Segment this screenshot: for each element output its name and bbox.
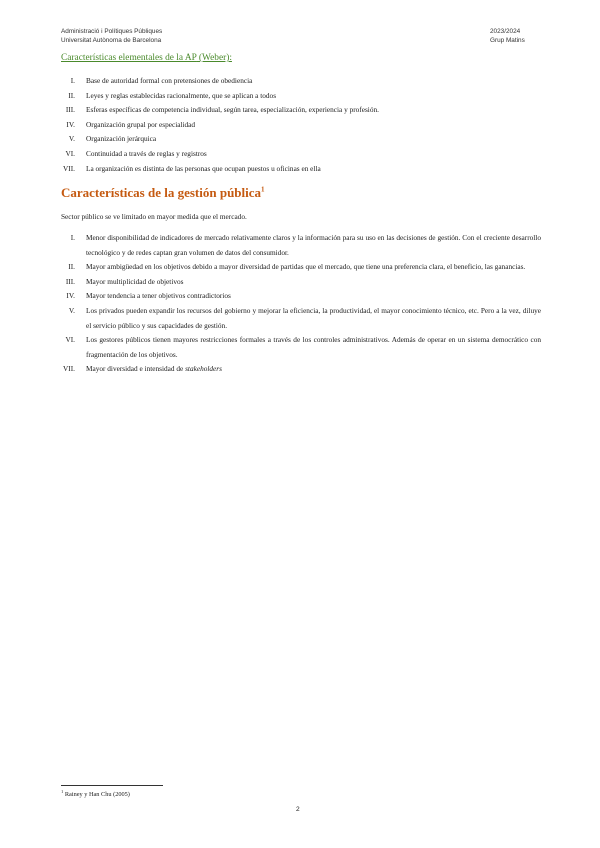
list-item-text: Mayor multiplicidad de objetivos: [86, 276, 184, 286]
list-item: [61, 362, 541, 377]
list-item-number: V.: [68, 305, 75, 315]
page-number: 2: [296, 806, 300, 813]
header-university: Universitat Autònoma de Barcelona: [61, 37, 162, 44]
header-group: Grup Matins: [490, 37, 525, 44]
list-item: [61, 333, 541, 362]
list-item-number: I.: [70, 233, 75, 242]
footnote-reference: 1: [261, 185, 265, 194]
list-item: [61, 260, 541, 275]
list-item-text: La organización es distinta de las personas que ocupan puestos u oficinas en ella: [86, 163, 321, 173]
list-item: [61, 118, 541, 133]
footnote-divider: [61, 785, 163, 786]
section1-list: [61, 74, 541, 176]
list-item-text: Menor disponibilidad de indicadores de mercado relativamente claros y la información para su uso en las decisiones de gestión. Con el creciente desarrollo tecnológico y de redes captan gran volumen de datos del consumidor.: [86, 233, 541, 257]
list-item-number: III.: [65, 105, 75, 115]
list-item-emphasis: stakeholders: [185, 364, 222, 374]
list-item: [61, 231, 541, 260]
list-item-text: Esferas específicas de competencia individual, según tarea, especialización, experiencia y profesión.: [86, 105, 379, 115]
section1-title: Características elementales de la AP: [61, 53, 197, 63]
list-item-text: Organización grupal por especialidad: [86, 119, 196, 129]
header-course: Administració i Polítiques Públiques: [61, 28, 163, 35]
list-item-text: Los privados pueden expandir los recursos del gobierno y mejorar la eficiencia, la productividad, el mayor conocimiento técnico, etc. Pero a la vez, diluye el servicio público y sus capacidades de gestión.: [86, 305, 541, 330]
header-year: 2023/2024: [490, 28, 521, 35]
header-left: [61, 27, 162, 45]
list-item-number: III.: [65, 276, 75, 286]
section2-intro: Sector público se ve limitado en mayor medida que el mercado.: [61, 212, 247, 221]
list-item-text: Los gestores públicos tienen mayores restricciones formales a través de los controles administrativos. Además de operar en un sistema democrático con fragmentación de los objetivos.: [86, 335, 541, 359]
list-item: [61, 74, 541, 89]
list-item-number: VII.: [63, 364, 75, 374]
list-item-number: IV.: [66, 291, 75, 301]
list-item-text: Base de autoridad formal con pretensiones de obediencia: [86, 76, 253, 85]
list-item: [61, 289, 541, 304]
list-item-number: II.: [68, 90, 75, 100]
list-item: [61, 162, 541, 177]
list-item: [61, 147, 541, 162]
list-item-number: IV.: [66, 119, 75, 129]
list-item-text: Mayor diversidad e intensidad de: [86, 364, 186, 374]
section2-heading: [61, 185, 265, 201]
list-item-text: Organización jerárquica: [86, 134, 157, 144]
section1-heading: [61, 53, 232, 63]
list-item-number: V.: [68, 134, 75, 144]
section1-title-suffix: (Weber):: [196, 53, 232, 63]
section2-title: Características de la gestión pública: [61, 185, 262, 200]
list-item-number: I.: [70, 76, 75, 85]
section2-list: [61, 231, 541, 377]
footnote: [61, 789, 130, 798]
list-item-text: Continuidad a través de reglas y registros: [86, 148, 207, 158]
footnote-text: Rainey y Han Chu (2005): [63, 791, 130, 799]
list-item-number: VI.: [65, 148, 75, 158]
list-item: [61, 275, 541, 290]
list-item: [61, 89, 541, 104]
header-right: [490, 27, 525, 45]
list-item-text: Mayor ambigüedad en los objetivos debido a mayor diversidad de partidas que el mercado, que tiene una preferencia clara, el beneficio, las ganancias.: [86, 262, 526, 272]
footnote-marker: 1: [61, 789, 64, 794]
list-item: [61, 304, 541, 333]
list-item-number: VI.: [65, 335, 75, 345]
list-item-text: Leyes y reglas establecidas racionalmente, que se aplican a todos: [86, 90, 277, 100]
list-item-number: VII.: [63, 163, 75, 173]
list-item-number: II.: [68, 262, 75, 272]
list-item: [61, 103, 541, 118]
list-item-text: Mayor tendencia a tener objetivos contradictorios: [86, 291, 231, 301]
list-item: [61, 132, 541, 147]
